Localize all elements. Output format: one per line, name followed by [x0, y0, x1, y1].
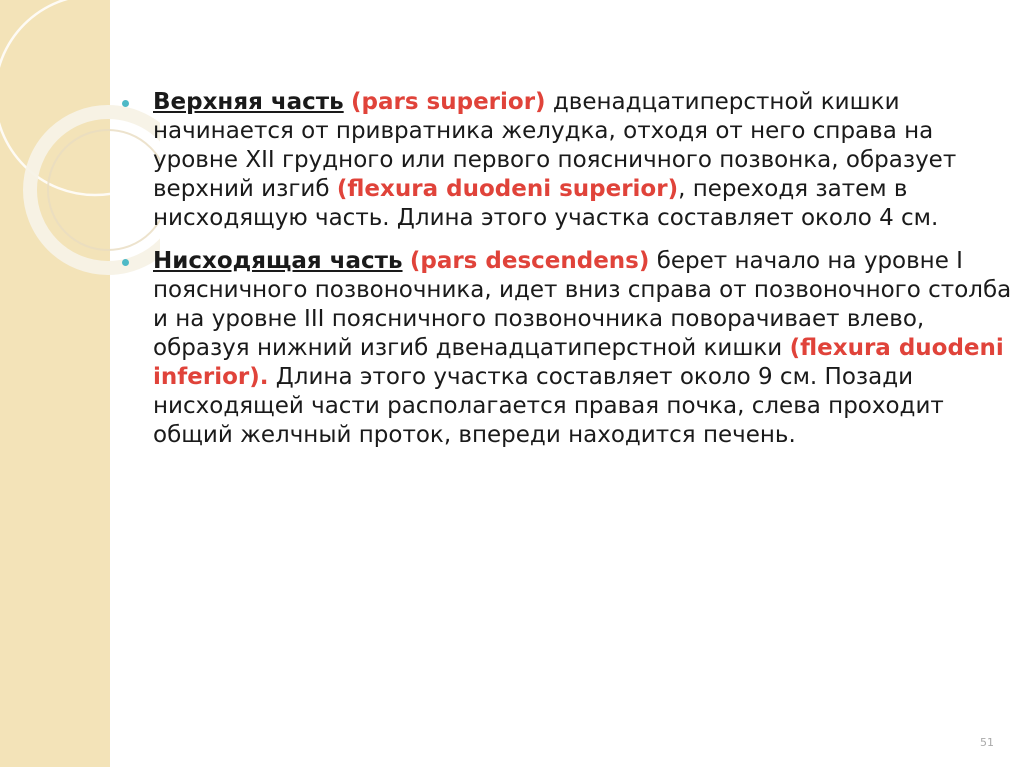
body-text: Длина этого участка составляет около 9 см. Позади нисходящей части располагается правая почка, слева проходит общий желчный проток, впереди находится печень.: [153, 364, 944, 448]
bullet-dot-icon: [122, 100, 129, 107]
slide-content: [118, 88, 1018, 464]
bullet-item-descending: [118, 247, 1018, 450]
bullet-dot-icon: [122, 259, 129, 266]
body-text: , переходя затем в нисходящую часть. Длина этого участка составляет около 4 см.: [153, 176, 939, 231]
latin-term: (pars superior): [351, 89, 546, 115]
term-label: Верхняя часть: [153, 89, 344, 115]
page-number: 51: [980, 736, 994, 749]
term-label: Нисходящая часть: [153, 248, 403, 274]
body-text: двенадцатиперстной кишки начинается от привратника желудка, отходя от него справа на уровне XII грудного или первого поясничного позвонка, образует верхний изгиб: [153, 89, 957, 202]
latin-term: (flexura duodeni inferior).: [153, 335, 1004, 390]
latin-term: (flexura duodeni superior): [336, 176, 679, 202]
bullet-item-superior: [118, 88, 1018, 233]
body-text: берет начало на уровне I поясничного позвоночника, идет вниз справа от позвоночного столба и на уровне III поясничного позвоночника поворачивает влево, образуя нижний изгиб двенадцатиперстной кишки: [153, 248, 1012, 361]
latin-term: (pars descendens): [409, 248, 650, 274]
